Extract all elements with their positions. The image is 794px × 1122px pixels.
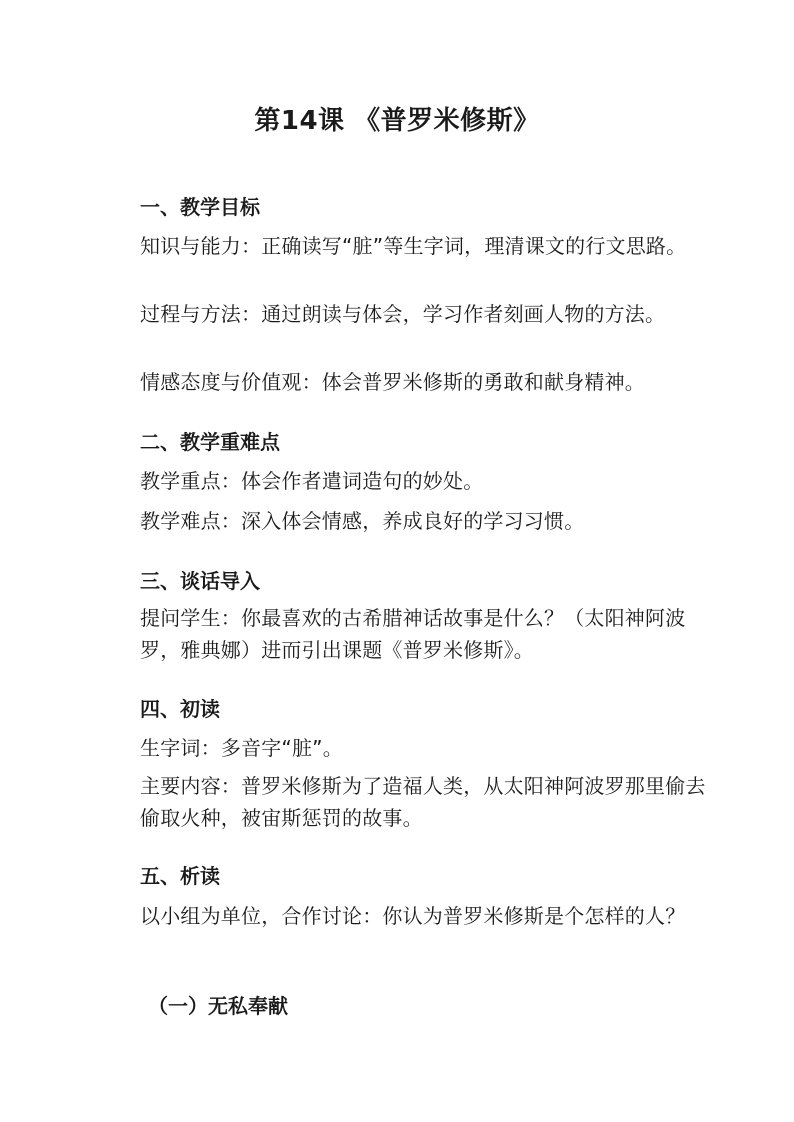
- paragraph-group-discussion: 以小组为单位，合作讨论：你认为普罗米修斯是个怎样的人？: [140, 904, 686, 928]
- paragraph-key-point: 教学重点：体会作者遣词造句的妙处。: [140, 469, 484, 493]
- paragraph-knowledge-ability: 知识与能力：正确读写“脏”等生字词，理清课文的行文思路。: [140, 234, 687, 258]
- subsection-heading-selfless-dedication: （一）无私奉献: [148, 994, 288, 1018]
- paragraph-main-content: 主要内容：普罗米修斯为了造福人类，从太阳神阿波罗那里偷去偷取火种，被宙斯惩罚的故事。: [140, 774, 706, 830]
- section-heading-analysis: 五、析读: [140, 864, 220, 888]
- section-heading-introduction: 三、谈话导入: [140, 569, 260, 593]
- paragraph-emotion-values: 情感态度与价值观：体会普罗米修斯的勇敢和献身精神。: [140, 370, 645, 394]
- paragraph-new-words: 生字词：多音字“脏”。: [140, 736, 343, 760]
- section-heading-teaching-goals: 一、教学目标: [140, 195, 260, 219]
- paragraph-question-students: 提问学生：你最喜欢的古希腊神话故事是什么？（太阳神阿波罗，雅典娜）进而引出课题《普罗米修斯》。: [140, 606, 686, 662]
- paragraph-process-method: 过程与方法：通过朗读与体会，学习作者刻画人物的方法。: [140, 302, 666, 326]
- page-title: 第14课 《普罗米修斯》: [254, 106, 540, 136]
- paragraph-difficult-point: 教学难点：深入体会情感，养成良好的学习习惯。: [140, 509, 585, 533]
- section-heading-first-reading: 四、初读: [140, 697, 220, 721]
- section-heading-key-points: 二、教学重难点: [140, 430, 280, 454]
